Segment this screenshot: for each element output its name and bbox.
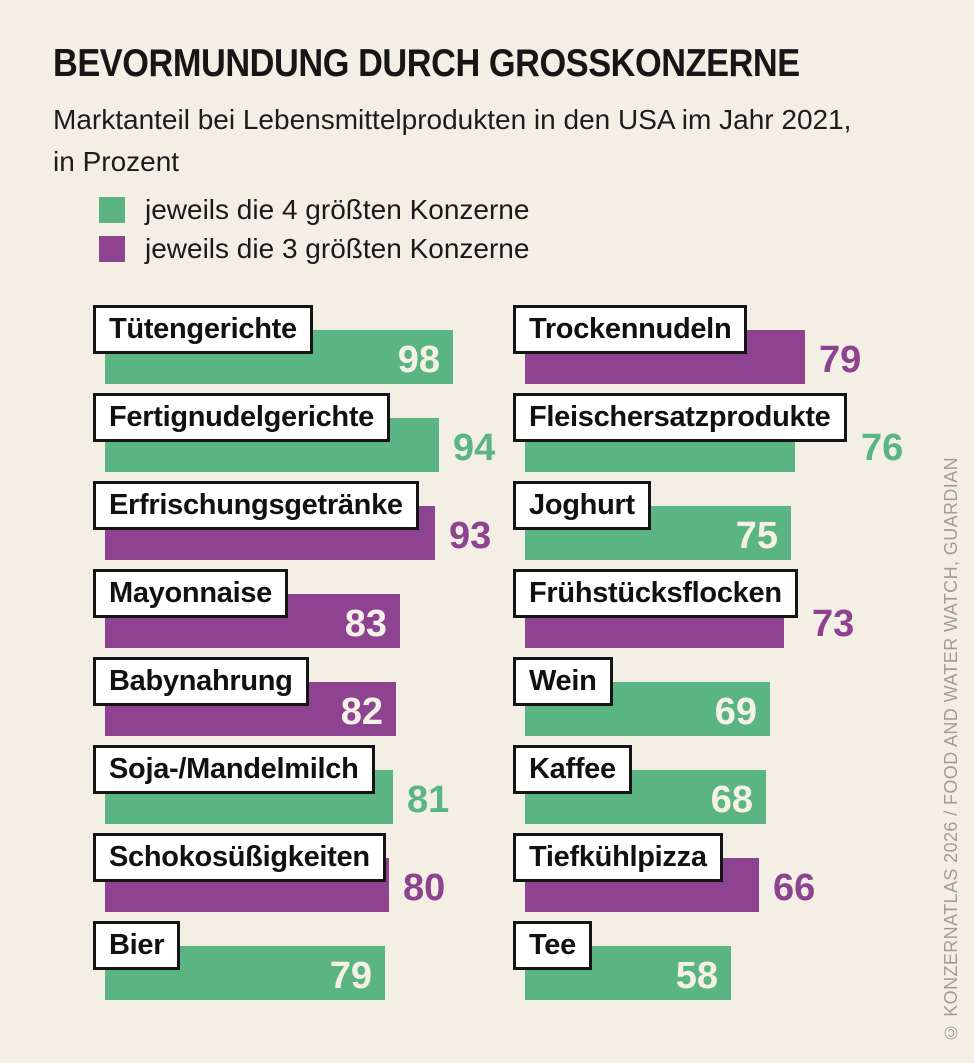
bar-label-box: Kaffee <box>513 745 632 794</box>
bar-label-box: Babynahrung <box>93 657 309 706</box>
bar-value: 82 <box>340 691 383 733</box>
subtitle-line-2: in Prozent <box>53 146 180 177</box>
bar-label-box: Wein <box>513 657 613 706</box>
bar-value: 76 <box>861 427 904 469</box>
bar-value: 94 <box>453 427 496 469</box>
cc-license-icon: © <box>941 1022 961 1043</box>
bar-value: 68 <box>710 779 753 821</box>
bar-value: 79 <box>819 339 862 381</box>
bar-label-box: Fleischersatzprodukte <box>513 393 847 442</box>
legend-label-top4: jeweils die 4 größten Konzerne <box>145 194 530 225</box>
bar-value: 98 <box>397 339 440 381</box>
credit <box>941 457 962 1043</box>
bar-label-box: Fertignudelgerichte <box>93 393 390 442</box>
bar-value: 81 <box>407 779 450 821</box>
bar-value: 58 <box>675 955 718 997</box>
bar-label-box: Frühstücksflocken <box>513 569 798 618</box>
bar-label-box: Bier <box>93 921 180 970</box>
bar-value: 75 <box>735 515 778 557</box>
bar-label-box: Tütengerichte <box>93 305 313 354</box>
bar-value: 66 <box>773 867 816 909</box>
bar-value: 80 <box>403 867 446 909</box>
bar-label-box: Erfrischungsgetränke <box>93 481 419 530</box>
bar-value: 69 <box>714 691 757 733</box>
page-title: BEVORMUNDUNG DURCH GROSSKONZERNE <box>53 42 800 85</box>
bar-label-box: Joghurt <box>513 481 651 530</box>
bar-value: 83 <box>344 603 387 645</box>
legend-label-top3: jeweils die 3 größten Konzerne <box>145 233 530 264</box>
bar-value: 73 <box>812 603 855 645</box>
bar-value: 79 <box>329 955 372 997</box>
bar-label-box: Mayonnaise <box>93 569 288 618</box>
bar-value: 93 <box>449 515 492 557</box>
bar-label-box: Tee <box>513 921 592 970</box>
bar-label-box: Soja-/Mandelmilch <box>93 745 375 794</box>
bar-label-box: Tiefkühlpizza <box>513 833 723 882</box>
bar-label-box: Schokosüßigkeiten <box>93 833 386 882</box>
subtitle-line-1: Marktanteil bei Lebensmittelprodukten in den USA im Jahr 2021, <box>53 104 852 135</box>
credit-text: KONZERNATLAS 2026 / FOOD AND WATER WATCH, GUARDIAN <box>941 457 961 1023</box>
bar-label-box: Trockennudeln <box>513 305 747 354</box>
